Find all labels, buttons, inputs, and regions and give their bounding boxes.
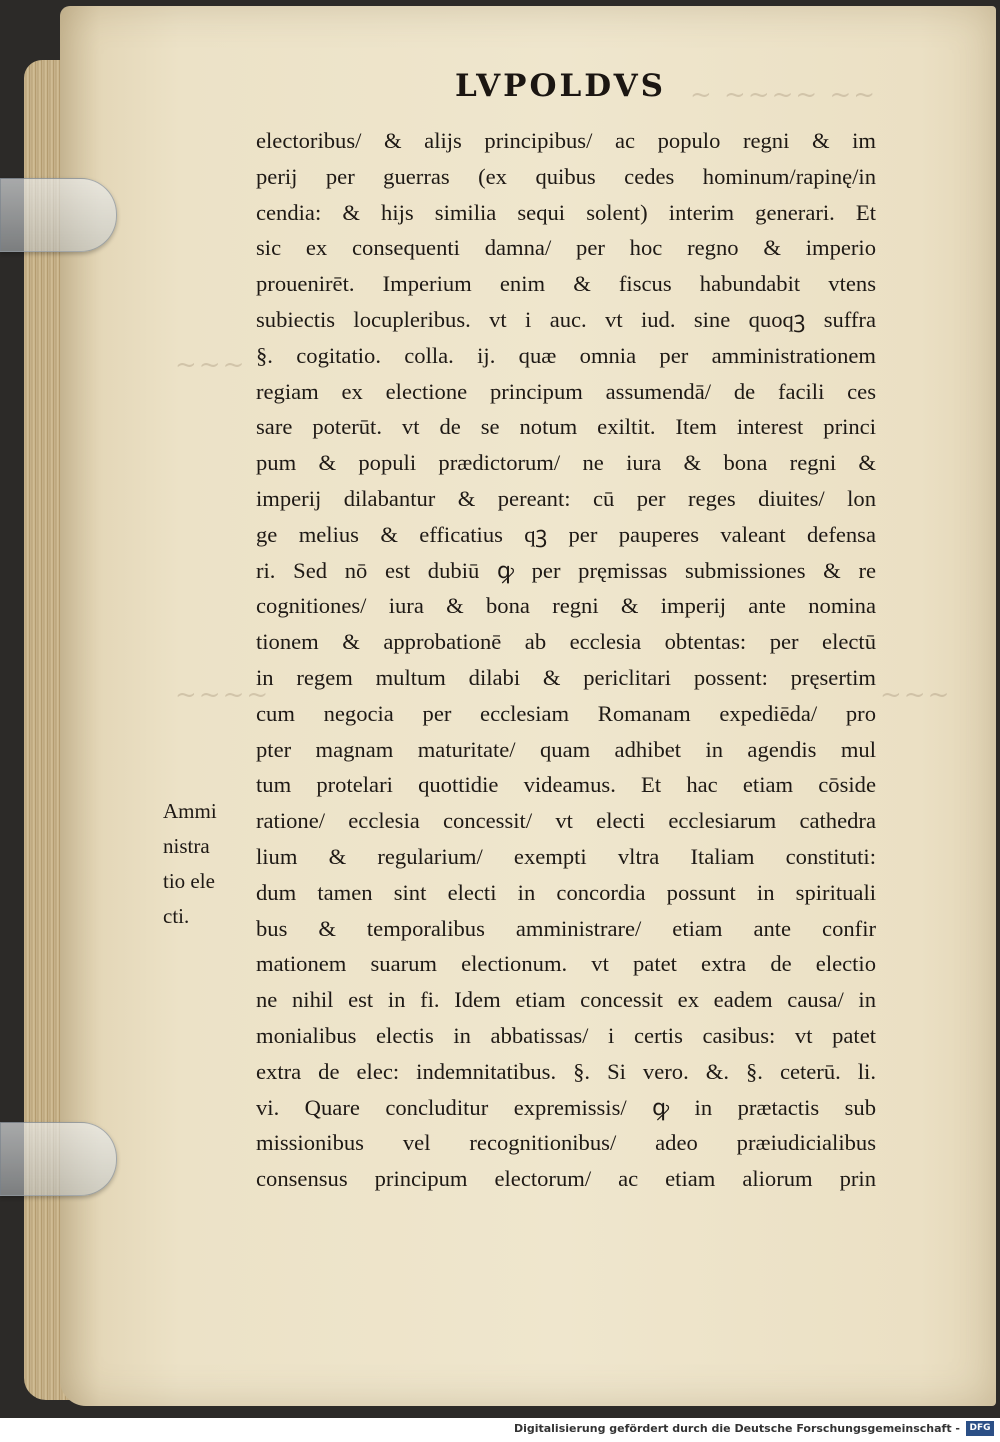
text-line: ne nihil est in fi. Idem etiam concessit ex eadem causa/ in bbox=[256, 987, 876, 1013]
marginal-note-line: Ammi bbox=[163, 799, 217, 823]
text-line: vi. Quare concluditur expremissis/ ꝙ in prætactis sub bbox=[256, 1094, 876, 1120]
show-through-ink: ~ ~~~~ ~~ bbox=[690, 80, 878, 110]
text-line: cum negocia per ecclesiam Romanam expediēda/ pro bbox=[256, 700, 876, 726]
marginal-note-line: nistra bbox=[163, 834, 210, 858]
text-line: pter magnam maturitate/ quam adhibet in agendis mul bbox=[256, 736, 876, 762]
show-through-ink: ~~~ bbox=[880, 680, 952, 710]
text-line: ri. Sed nō est dubiū ꝙ per pręmissas submissiones & re bbox=[256, 557, 876, 583]
show-through-ink: ~~~ bbox=[175, 350, 247, 380]
text-line: electoribus/ & alijs principibus/ ac populo regni & im bbox=[256, 128, 876, 153]
text-line: pum & populi prædictorum/ ne iura & bona regni & bbox=[256, 450, 876, 476]
text-line: prouenirēt. Imperium enim & fiscus habundabit vtens bbox=[256, 271, 876, 297]
dfg-logo: DFG bbox=[966, 1421, 994, 1436]
text-line: cognitiones/ iura & bona regni & imperij ante nomina bbox=[256, 593, 876, 619]
text-line: dum tamen sint electi in concordia possunt in spirituali bbox=[256, 879, 876, 905]
show-through-ink: ~~~~ bbox=[175, 680, 271, 710]
text-line: imperij dilabantur & pereant: cū per reges diuites/ lon bbox=[256, 485, 876, 511]
marginal-note bbox=[163, 794, 243, 934]
text-line: sare poterūt. vt de se notum exiltit. Item interest princi bbox=[256, 414, 876, 440]
text-line: sic ex consequenti damna/ per hoc regno & imperio bbox=[256, 235, 876, 261]
text-line: cendia: & hijs similia sequi solent) interim generari. Et bbox=[256, 199, 876, 225]
text-line: subiectis locupleribus. vt i auc. vt iud. sine quoqꝫ suffra bbox=[256, 306, 876, 332]
page-clip-top bbox=[0, 178, 117, 252]
text-line: mationem suarum electionum. vt patet extra de electio bbox=[256, 951, 876, 977]
text-line: monialibus electis in abbatissas/ i certis casibus: vt patet bbox=[256, 1022, 876, 1048]
page-clip-bottom bbox=[0, 1122, 117, 1196]
running-title: LVPOLDVS bbox=[455, 68, 667, 104]
text-line: consensus principum electorum/ ac etiam aliorum prin bbox=[256, 1166, 876, 1192]
text-line: extra de elec: indemnitatibus. §. Si vero. &. §. ceterū. li. bbox=[256, 1058, 876, 1084]
text-line: missionibus vel recognitionibus/ adeo præiudicialibus bbox=[256, 1130, 876, 1156]
text-line: lium & regularium/ exempti vltra Italiam constituti: bbox=[256, 843, 876, 869]
text-line: perij per guerras (ex quibus cedes hominum/rapinę/in bbox=[256, 163, 876, 189]
text-line: ge melius & efficatius qꝫ per pauperes valeant defensa bbox=[256, 521, 876, 547]
text-line: regiam ex electione principum assumendā/ de facili ces bbox=[256, 378, 876, 404]
text-line: in regem multum dilabi & periclitari possent: pręsertim bbox=[256, 664, 876, 690]
funding-credit: Digitalisierung gefördert durch die Deutsche Forschungsgemeinschaft - bbox=[513, 1422, 960, 1435]
text-line: ratione/ ecclesia concessit/ vt electi ecclesiarum cathedra bbox=[256, 808, 876, 834]
text-line: bus & temporalibus amministrare/ etiam ante confir bbox=[256, 915, 876, 941]
footer-bar bbox=[0, 1418, 1000, 1442]
text-line: tionem & approbationē ab ecclesia obtentas: per electū bbox=[256, 629, 876, 655]
main-text-block bbox=[256, 123, 876, 1197]
text-line: tum protelari quottidie videamus. Et hac etiam cōside bbox=[256, 772, 876, 798]
text-line: §. cogitatio. colla. ij. quæ omnia per amministrationem bbox=[256, 342, 876, 368]
marginal-note-line: cti. bbox=[163, 904, 190, 928]
marginal-note-line: tio ele bbox=[163, 869, 215, 893]
